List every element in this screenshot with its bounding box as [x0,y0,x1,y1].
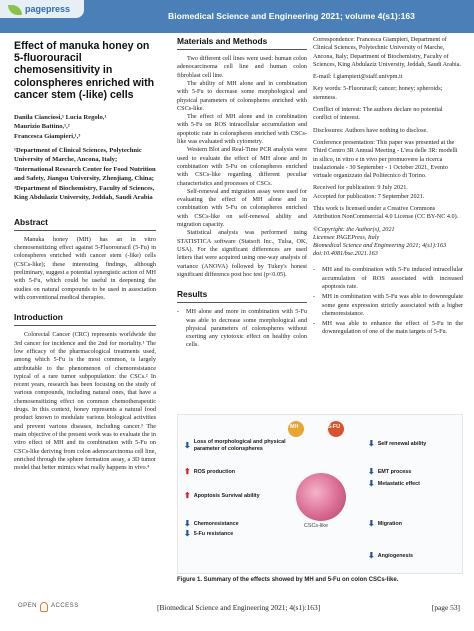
accepted-date: Accepted for publication: 7 September 2021. [313,192,425,200]
methods-paragraph: Self-renewal and migration assay were used for evaluating the effect of MH alone and in combination with 5-Fu on colonspheres enriched with CSCs-like on self-renewal ability and migration capacity. [177,187,307,229]
figure-1-summary [177,414,463,574]
list-item: - MH alone and more in combination with 5-Fu was able to decrease some morphological and physical parameters of colonspheres without exerting any cytotoxic effect on healthy colon cells. [177,308,307,349]
correspondence: Correspondence: Francesca Giampieri, Department of Clinical Sciences, Polytechnic University of Marche, Ancona, Italy; Department of Biochemistry, Faculty of Sciences, King Abdulaziz University, Jeddah, Saudi Arabia. [313,36,462,68]
column-right [313,36,463,339]
leaf-icon [8,5,22,15]
results-list-left [177,308,307,349]
author-list [14,113,156,142]
article-info-box [313,36,463,258]
results-list-right [313,266,463,336]
affiliations: ¹Department of Clinical Sciences, Polytechnic University of Marche, Ancona, Italy; ²International Research Center for Food Nutrition and Safety, Jiangsu University, Zhenjiang, China; ³Department of Biochemistry, Faculty of Sciences, King Abdulaziz University, Jeddah, Saudi Arabia [14,146,156,202]
author-line: Francesca Giampieri,¹,³ [14,132,81,140]
methods-heading: Materials and Methods [177,36,307,50]
author-line: Danila Cianciosi,¹ Lucia Regolo,¹ [14,113,107,121]
copyright-line: ©Copyright: the Author(s), 2021 [313,225,395,233]
email[interactable]: E-mail: f.giampieri@staff.univpm.it [313,73,403,81]
list-item: - MH was able to enhance the effect of 5-Fu in the downregulation of one of the main targets of 5-Fu. [313,320,463,337]
colonsphere-illustration [296,473,346,521]
copyright-line: Licensee PAGEPress, Italy [313,233,380,241]
figure-effect-item: ⬇ Self renewal ability [368,439,427,448]
publisher-name: pagepress [25,3,71,14]
abstract-text: Manuka honey (MH) has an in vitro chemosensitizing effect against 5-Fluorouracil (5-Fu) in colonspheres enriched with cancer stem (-like) cells (CSCs-like); these interesting findings, although preliminary, suggest a potential synergistic action of MH with 5-Fu, which could be useful in deepening the studies on natural compounds to be used in association with conventional medical therapies. [14,235,156,301]
figure-effect-item: ⬇ Angiogenesis [368,551,414,560]
author-line: Maurizio Battino,¹,² [14,123,70,131]
footer-citation: [Biomedical Science and Engineering 2021; 4(s1):163] [157,603,321,612]
publisher-logo [8,3,70,16]
list-item: - MH and its combination with 5-Fu induced intracellular accumulation of ROS associated with increased apoptosis rate. [313,266,463,291]
conflict-of-interest: Conflict of interest: The authors declare no potential conflict of interest. [313,106,443,122]
journal-title: Biomedical Science and Engineering 2021; volume 4(s1):163 [168,11,415,21]
doi[interactable]: doi:10.4081/bse.2021.163 [313,250,378,258]
license[interactable]: This work is licensed under a Creative Commons Attribution NonCommercial 4.0 License (CC BY-NC 4.0). [313,205,459,221]
open-lock-icon [40,602,48,612]
figure-effect-item: ⬆ ROS production [184,467,236,476]
introduction-heading: Introduction [14,312,156,326]
results-heading: Results [177,289,307,303]
column-left [14,36,156,472]
received-date: Received for publication: 9 July 2021. [313,184,408,192]
figure-effect-item: ⬇ Metastatic effect [368,479,420,488]
conference-presentation: Conference presentation: This paper was presented at the Third Centro 3R Annual Meeting - L'era delle 3R: modelli in silico, in vitro e in vivo per promuovere la ricerca traslazionale - 30 September - 1 October 2021, Evento virtuale organizzato dal Politecnico di Torino. [313,138,458,180]
methods-paragraph: The ability of MH alone and in combination with 5-Fu to decrease some morphological and physical parameters of colonspheres enriched with CSCs-like. [177,79,307,112]
copyright-line: Biomedical Science and Engineering 2021; 4(s1):163 [313,242,447,250]
abstract-heading: Abstract [14,217,156,231]
disclosures: Disclosures: Authors have nothing to disclose. [313,126,428,134]
figure-effect-item: ⬇ Loss of morphological and physical parameter of colonspheres [184,439,286,453]
5fu-label: 5-FU [328,424,340,430]
cscs-label: CSCs-like [304,523,328,529]
column-middle [177,36,307,352]
list-item: - MH in combination with 5-Fu was able to downregulate some gene expression strictly associated with a higher chemoresistance. [313,293,463,318]
methods-paragraph: The effect of MH alone and in combination with 5-Fu on ROS intracellular accumulation and apoptotic rate in colonspheres enriched with CSCs-like was evaluated with cytometry. [177,113,307,146]
mh-label: MH [290,424,299,430]
methods-paragraph: Statistical analysis was performed using STATISTICA software (Statsoft Inc., Tulsa, OK, USA). For the significant differences are used letters that were acquired using one-way analysis of variance (ANOVA) followed by Tukey's honest significant difference post hoc test (p<0.05). [177,229,307,278]
page-number: [page 53] [431,603,460,612]
figure-effect-item: ⬇ Chemoresistance [184,519,239,528]
journal-header-bar [0,0,474,33]
page-footer [0,598,474,618]
methods-paragraph: Western Blot and Real-Time PCR analysis were used to evaluate the effect of MH alone and in combination with 5-Fu on colonspheres enriched with CSCs-like regarding different peculiar characteristics and processes of CSCs. [177,146,307,187]
keywords: Key words: 5-Fluoruracil; cancer; honey; spheroids; stemness. [313,85,443,101]
figure-effect-item: ⬇ 5-Fu resistance [184,529,234,538]
copyright-block [313,226,463,259]
methods-paragraph: Two different cell lines were used: human colon adenocarcinoma cell line and human colon fibroblast cell line. [177,55,307,79]
figure-effect-item: ⬇ Migration [368,519,402,528]
figure-effect-item: ⬇ EMT process [368,467,412,476]
open-access-badge: OPEN ACCESS [18,602,79,612]
article-title: Effect of manuka honey on 5-fluorouracil chemosensitivity in colonspheres enriched with cancer stem (-like) cells [14,40,155,101]
introduction-text: Colorectal Cancer (CRC) represents worldwide the 3rd cancer for incidence and the 2nd for mortality.¹ The low efficacy of the pharmacological treatments used, among which 5-Fu is the most common, is largely attributable to the phenomenon of chemoresistance typical of a rare tumor subpopulation: the CSCs.² In recent years, research has been focusing on the study of various compounds, including natural ones, that have a chemosensitizing effect on common chemotherapeutic drugs. In this context, honey represents a natural food product known to modulate various biological activities and prevent various diseases, including cancer.³ The main objective of the present work was to evaluate the in vitro effect of MH and its combination with 5-Fu on CSCs-like deriving from colon adenocarcinoma cell line, enriched through the sphere formation assay, a 3D tumor model that better mimics what really happens in vivo.⁴ [14,331,156,472]
figure-effect-item: ⬆ Apoptosis Survival ability [184,491,260,500]
figure-caption: Figure 1. Summary of the effects showed by MH and 5-Fu on colon CSCs-like. [177,577,399,583]
